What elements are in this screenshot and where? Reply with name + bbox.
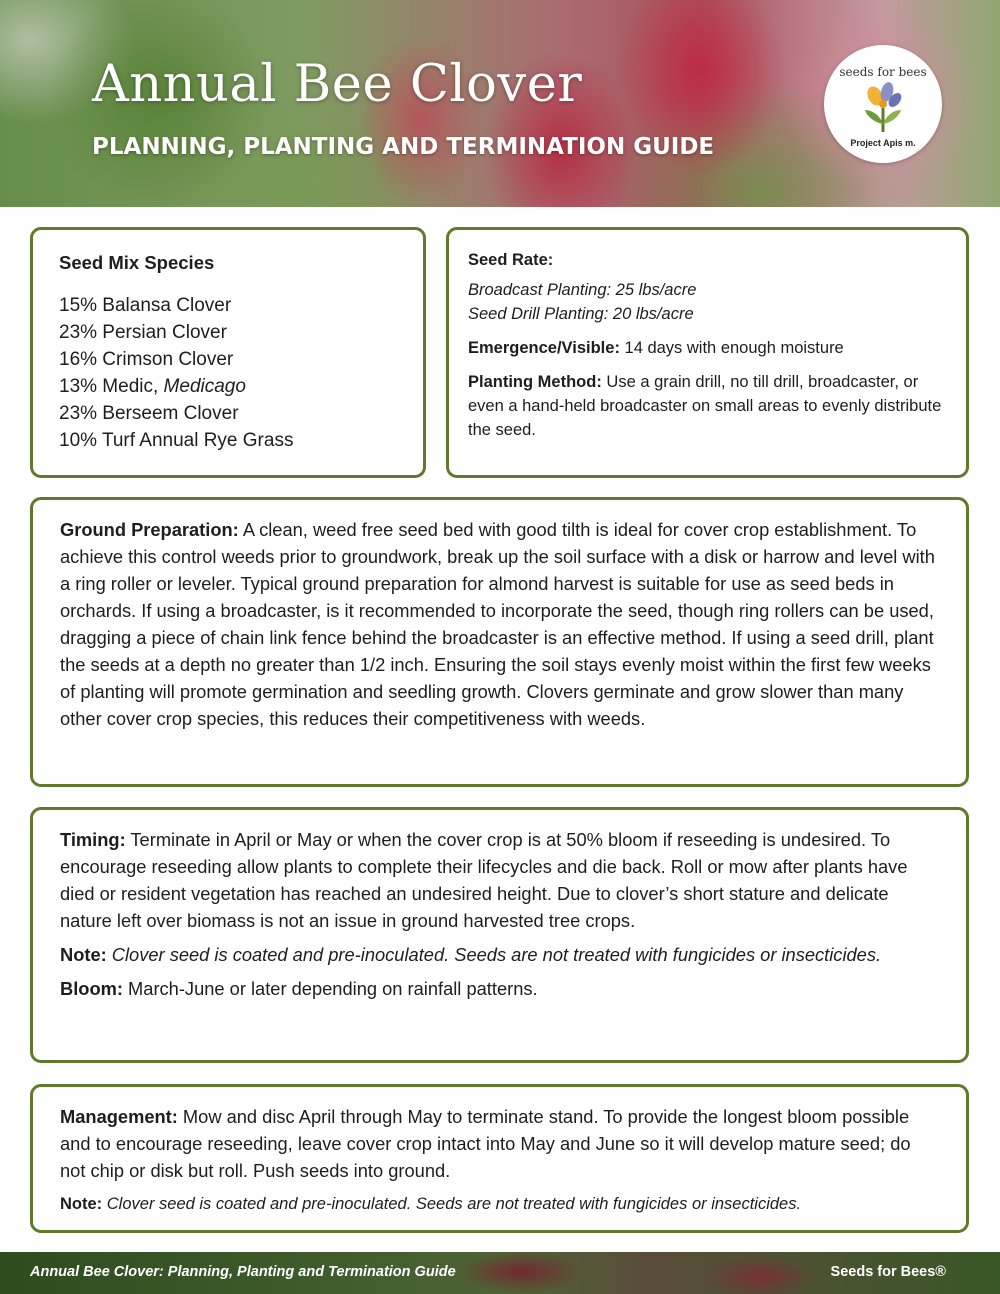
- timing-note-text: Clover seed is coated and pre-inoculated. Seeds are not treated with fungicides or insecticides.: [106, 944, 882, 965]
- management-note-paragraph: [60, 1192, 939, 1216]
- ground-preparation-box: [30, 497, 969, 787]
- species-italic: Medicago: [163, 376, 246, 397]
- list-item: [59, 319, 397, 346]
- planting-method-paragraph: [468, 370, 947, 442]
- seed-mix-species-box: [30, 227, 426, 478]
- timing-label: Timing:: [60, 829, 126, 850]
- species-text: 23% Persian Clover: [59, 322, 227, 343]
- seeds-for-bees-logo: [824, 45, 942, 163]
- timing-paragraph: [60, 826, 939, 934]
- timing-box: [30, 807, 969, 1063]
- page-subtitle: PLANNING, PLANTING AND TERMINATION GUIDE: [92, 134, 715, 160]
- management-box: [30, 1084, 969, 1233]
- species-heading: Seed Mix Species: [59, 252, 215, 273]
- ground-preparation-paragraph: [60, 516, 939, 732]
- ground-preparation-text: A clean, weed free seed bed with good tilth is ideal for cover crop establishment. To achieve this control weeds prior to groundwork, break up the soil surface with a disk or harrow and level with a ring roller or leveler. Typical ground preparation for almond harvest is suitable for use as seed beds in orchards. If using a broadcaster, is it recommended to incorporate the seed, though ring rollers can be used, dragging a piece of chain link fence behind the broadcaster is an effective method. If using a seed drill, plant the seeds at a depth no greater than 1/2 inch. Ensuring the soil stays evenly moist within the first few weeks of planting will promote germination and seedling growth. Clovers germinate and grow slower than many other cover crop species, this reduces their competitiveness with weeds.: [60, 519, 935, 729]
- seed-rate-heading: Seed Rate:: [468, 251, 554, 269]
- footer-banner: [0, 1252, 1000, 1294]
- bloom-paragraph: [60, 975, 939, 1002]
- bloom-label: Bloom:: [60, 978, 123, 999]
- species-text: 15% Balansa Clover: [59, 295, 232, 316]
- species-text: 10% Turf Annual Rye Grass: [59, 430, 294, 451]
- footer-guide-title: Annual Bee Clover: Planning, Planting and Termination Guide: [30, 1264, 456, 1280]
- planting-method-text: Use a grain drill, no till drill, broadcaster, or even a hand-held broadcaster on small areas to evenly distribute the seed.: [468, 373, 942, 439]
- list-item: [59, 400, 397, 427]
- emergence-paragraph: [468, 336, 947, 360]
- management-note-label: Note:: [60, 1195, 103, 1213]
- bloom-text: March-June or later depending on rainfall patterns.: [122, 978, 538, 999]
- species-text: 16% Crimson Clover: [59, 349, 234, 370]
- management-paragraph: [60, 1103, 939, 1184]
- list-item: [59, 427, 397, 454]
- header-banner: [0, 0, 1000, 207]
- seed-rate-box: [446, 227, 969, 478]
- ground-preparation-label: Ground Preparation:: [60, 519, 239, 540]
- management-note-text: Clover seed is coated and pre-inoculated. Seeds are not treated with fungicides or insecticides.: [102, 1195, 802, 1213]
- timing-text: Terminate in April or May or when the cover crop is at 50% bloom if reseeding is undesired. To encourage reseeding allow plants to complete their lifecycles and die back. Roll or mow after plants have died or resident vegetation has reached an undesired height. Due to clover’s short stature and delicate nature left over biomass is not an issue in ground harvested tree crops.: [60, 829, 908, 931]
- planting-method-label: Planting Method:: [468, 373, 602, 391]
- logo-bottom-text: Project Apis m.: [850, 138, 916, 148]
- flower-icon: [857, 80, 909, 136]
- list-item: [59, 346, 397, 373]
- timing-note-paragraph: [60, 941, 939, 968]
- drill-rate: Seed Drill Planting: 20 lbs/acre: [468, 305, 694, 323]
- list-item: [59, 373, 397, 400]
- species-text: 23% Berseem Clover: [59, 403, 239, 424]
- broadcast-rate: Broadcast Planting: 25 lbs/acre: [468, 281, 697, 299]
- timing-note-label: Note:: [60, 944, 107, 965]
- emergence-label: Emergence/Visible:: [468, 339, 620, 357]
- management-text: Mow and disc April through May to terminate stand. To provide the longest bloom possible and to encourage reseeding, leave cover crop intact into May and June so it will develop mature seed; do not chip or disk but roll. Push seeds into ground.: [60, 1106, 911, 1181]
- management-label: Management:: [60, 1106, 178, 1127]
- footer-brand: Seeds for Bees®: [830, 1264, 946, 1280]
- species-text: 13% Medic,: [59, 376, 164, 397]
- list-item: [59, 292, 397, 319]
- species-list: [59, 292, 397, 454]
- logo-top-text: seeds for bees: [839, 65, 927, 79]
- emergence-text: 14 days with enough moisture: [619, 339, 844, 357]
- page-title: Annual Bee Clover: [92, 55, 583, 114]
